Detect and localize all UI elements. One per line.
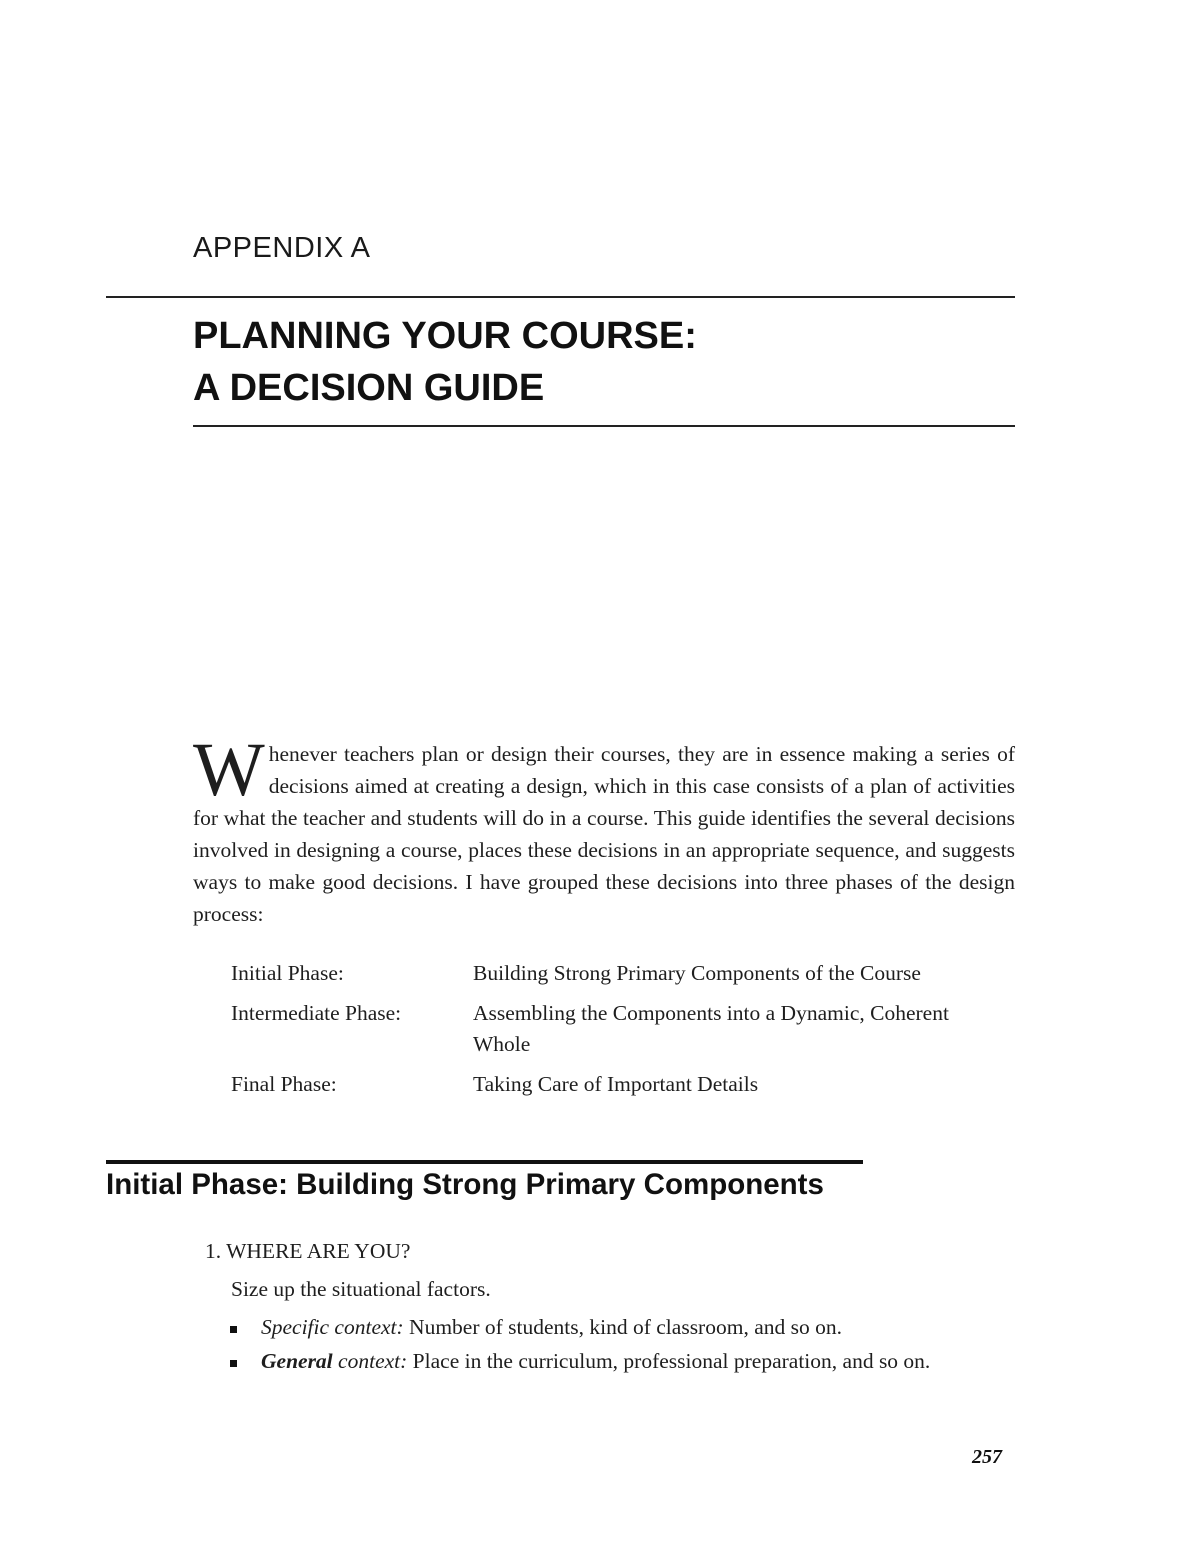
section-divider — [106, 1160, 863, 1164]
phase-description: Taking Care of Important Details — [473, 1072, 759, 1096]
page-number: 257 — [972, 1446, 1002, 1468]
bullet-label-bold: General — [261, 1349, 333, 1373]
phases-table — [231, 958, 1031, 1109]
phase-name: Final Phase: — [231, 1072, 337, 1096]
phase-description: Assembling the Components into a Dynamic, Coherent Whole — [473, 1001, 949, 1056]
drop-cap: W — [193, 728, 265, 812]
phase-row — [231, 998, 1031, 1069]
bullet-label: context: — [332, 1349, 408, 1373]
top-divider — [106, 296, 1015, 298]
bullet-list — [222, 1310, 930, 1378]
intro-paragraph — [193, 728, 1015, 930]
bullet-text: Place in the curriculum, professional preparation, and so on. — [407, 1349, 931, 1373]
phase-name: Intermediate Phase: — [231, 1001, 402, 1025]
bullet-label: Specific context: — [261, 1315, 404, 1339]
list-item — [222, 1310, 930, 1344]
chapter-title-line1: PLANNING YOUR COURSE: — [193, 315, 697, 357]
phase-name: Initial Phase: — [231, 961, 344, 985]
bullet-icon — [230, 1360, 237, 1367]
bullet-text: Number of students, kind of classroom, and so on. — [403, 1315, 842, 1339]
item-subtitle: Size up the situational factors. — [231, 1277, 491, 1301]
bullet-icon — [230, 1326, 237, 1333]
phase-row — [231, 958, 1031, 998]
chapter-title — [193, 310, 697, 414]
chapter-title-line2: A DECISION GUIDE — [193, 367, 545, 409]
item-title: 1. WHERE ARE YOU? — [205, 1239, 411, 1263]
intro-text: henever teachers plan or design their courses, they are in essence making a series of decisions aimed at creating a design, which in this case consists of a plan of activities for what the teacher and students will do in a course. This guide identifies the several decisions involved in designing a course, places these decisions in an appropriate sequence, and suggests ways to make good decisions. I have grouped these decisions into three phases of the design process: — [193, 742, 1015, 926]
title-divider — [193, 425, 1015, 427]
phase-row — [231, 1069, 1031, 1109]
phase-description: Building Strong Primary Components of the Course — [473, 961, 921, 985]
section-heading: Initial Phase: Building Strong Primary Components — [106, 1168, 824, 1201]
list-item — [222, 1344, 930, 1378]
appendix-label: APPENDIX A — [193, 232, 371, 264]
